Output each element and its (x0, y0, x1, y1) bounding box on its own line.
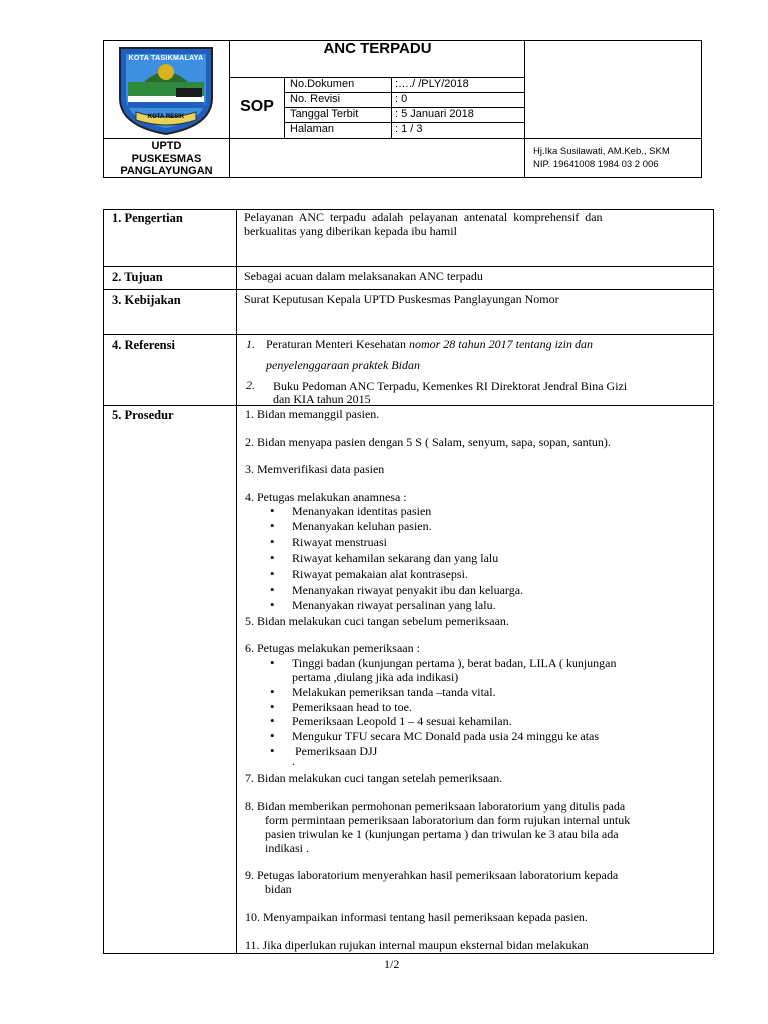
referensi-1-part-b: nomor 28 tahun 2017 tentang izin dan (408, 337, 593, 351)
referensi-1-text (266, 337, 593, 351)
pemeriksaan-trailing-dot: . (292, 754, 295, 768)
prosedur-step-8-line-1: 8. Bidan memberikan permohonan pemeriksaan laboratorium yang ditulis pada (245, 799, 626, 813)
pemeriksaan-item: • Pemeriksaan head to toe. (292, 700, 412, 714)
prosedur-step-8-line-3: pasien triwulan ke 1 (kunjungan pertama ) dan triwulan ke 3 atau bila ada (265, 827, 619, 841)
meta-date-label: Tanggal Terbit (290, 108, 359, 120)
meta-doc-value: :…./ /PLY/2018 (395, 78, 469, 90)
pemeriksaan-item: • Tinggi badan (kunjungan pertama ), berat badan, LILA ( kunjungan (292, 656, 616, 670)
prosedur-step-8-line-2: form permintaan pemeriksaan laboratorium dan form rujukan internal untuk (265, 813, 631, 827)
city-logo (114, 42, 218, 136)
meta-date-value: : 5 Januari 2018 (395, 108, 474, 120)
prosedur-label: 5. Prosedur (112, 408, 174, 422)
anamnesa-item: • Menanyakan identitas pasien (292, 504, 431, 518)
prosedur-step-8-line-4: indikasi . (265, 841, 309, 855)
meta-revision-value: : 0 (395, 93, 408, 105)
referensi-1-part-a: Peraturan Menteri Kesehatan (266, 337, 409, 351)
pengertian-text-1: Pelayanan ANC terpadu adalah pelayanan antenatal komprehensif dan (244, 210, 603, 224)
prosedur-step-10: 10. Menyampaikan informasi tentang hasil pemeriksaan kepada pasien. (245, 910, 588, 924)
prosedur-step-9-line-1: 9. Petugas laboratorium menyerahkan hasil pemeriksaan laboratorium kepada (245, 868, 619, 882)
pengertian-label: 1. Pengertian (112, 211, 183, 225)
referensi-2-text-1: Buku Pedoman ANC Terpadu, Kemenkes RI Direktorat Jendral Bina Gizi (273, 379, 628, 393)
referensi-2-num: 2. (246, 378, 255, 392)
meta-page-value: : 1 / 3 (395, 123, 423, 135)
prosedur-step-9-line-2: bidan (265, 882, 292, 896)
logo-bottom-text: KOTA RESIK (147, 114, 185, 120)
prosedur-step-7: 7. Bidan melakukan cuci tangan setelah pemeriksaan. (245, 771, 503, 785)
meta-revision-label: No. Revisi (290, 93, 341, 105)
signer-name: Hj.Ika Susilawati, AM.Keb., SKM (533, 146, 670, 157)
pemeriksaan-item-cont: pertama ,diulang jika ada indikasi) (292, 670, 459, 684)
org-line-1: UPTD (151, 140, 182, 152)
referensi-2-text-2: dan KIA tahun 2015 (273, 392, 371, 406)
anamnesa-item: • Menanyakan riwayat penyakit ibu dan keluarga. (292, 583, 523, 597)
document-title: ANC TERPADU (323, 40, 432, 57)
referensi-label: 4. Referensi (112, 338, 175, 352)
prosedur-step-4: 4. Petugas melakukan anamnesa : (245, 490, 407, 504)
prosedur-step-2: 2. Bidan menyapa pasien dengan 5 S ( Salam, senyum, sapa, sopan, santun). (245, 435, 611, 449)
pemeriksaan-item: • Melakukan pemeriksan tanda –tanda vital. (292, 685, 496, 699)
anamnesa-item: • Menanyakan riwayat persalinan yang lalu. (292, 598, 496, 612)
kebijakan-text: Surat Keputusan Kepala UPTD Puskesmas Panglayungan Nomor (244, 292, 559, 306)
anamnesa-item: • Riwayat pemakaian alat kontrasepsi. (292, 567, 468, 581)
anamnesa-item: • Riwayat menstruasi (292, 535, 387, 549)
prosedur-step-1: 1. Bidan memanggil pasien. (245, 407, 380, 421)
tujuan-label: 2. Tujuan (112, 270, 163, 284)
pemeriksaan-item: • Pemeriksaan Leopold 1 – 4 sesuai kehamilan. (292, 714, 512, 728)
anamnesa-item: • Menanyakan keluhan pasien. (292, 519, 432, 533)
prosedur-step-6: 6. Petugas melakukan pemeriksaan : (245, 641, 420, 655)
org-line-3: PANGLAYUNGAN (120, 165, 213, 177)
anamnesa-item: • Riwayat kehamilan sekarang dan yang lalu (292, 551, 498, 565)
org-name (104, 140, 229, 178)
pemeriksaan-item: • Pemeriksaan DJJ (292, 744, 377, 758)
meta-page-label: Halaman (290, 123, 335, 135)
prosedur-step-3: 3. Memverifikasi data pasien (245, 462, 385, 476)
sop-label: SOP (240, 98, 274, 115)
pemeriksaan-item: • Mengukur TFU secara MC Donald pada usia 24 minggu ke atas (292, 729, 599, 743)
org-line-2: PUSKESMAS (131, 152, 202, 165)
page-number: 1/2 (384, 957, 400, 971)
tujuan-text: Sebagai acuan dalam melaksanakan ANC terpadu (244, 269, 483, 283)
meta-doc-label: No.Dokumen (290, 78, 355, 90)
prosedur-step-11: 11. Jika diperlukan rujukan internal maupun eksternal bidan melakukan (245, 938, 589, 952)
referensi-1-num: 1. (246, 337, 255, 351)
pengertian-text-2: berkualitas yang diberikan kepada ibu hamil (244, 224, 457, 238)
logo-top-text: KOTA TASIKMALAYA (128, 55, 204, 62)
signer-nip: NIP. 19641008 1984 03 2 006 (533, 159, 659, 170)
kebijakan-label: 3. Kebijakan (112, 293, 181, 307)
referensi-1-text-2: penyelenggaraan praktek Bidan (266, 358, 420, 372)
prosedur-step-5: 5. Bidan melakukan cuci tangan sebelum pemeriksaan. (245, 614, 509, 628)
